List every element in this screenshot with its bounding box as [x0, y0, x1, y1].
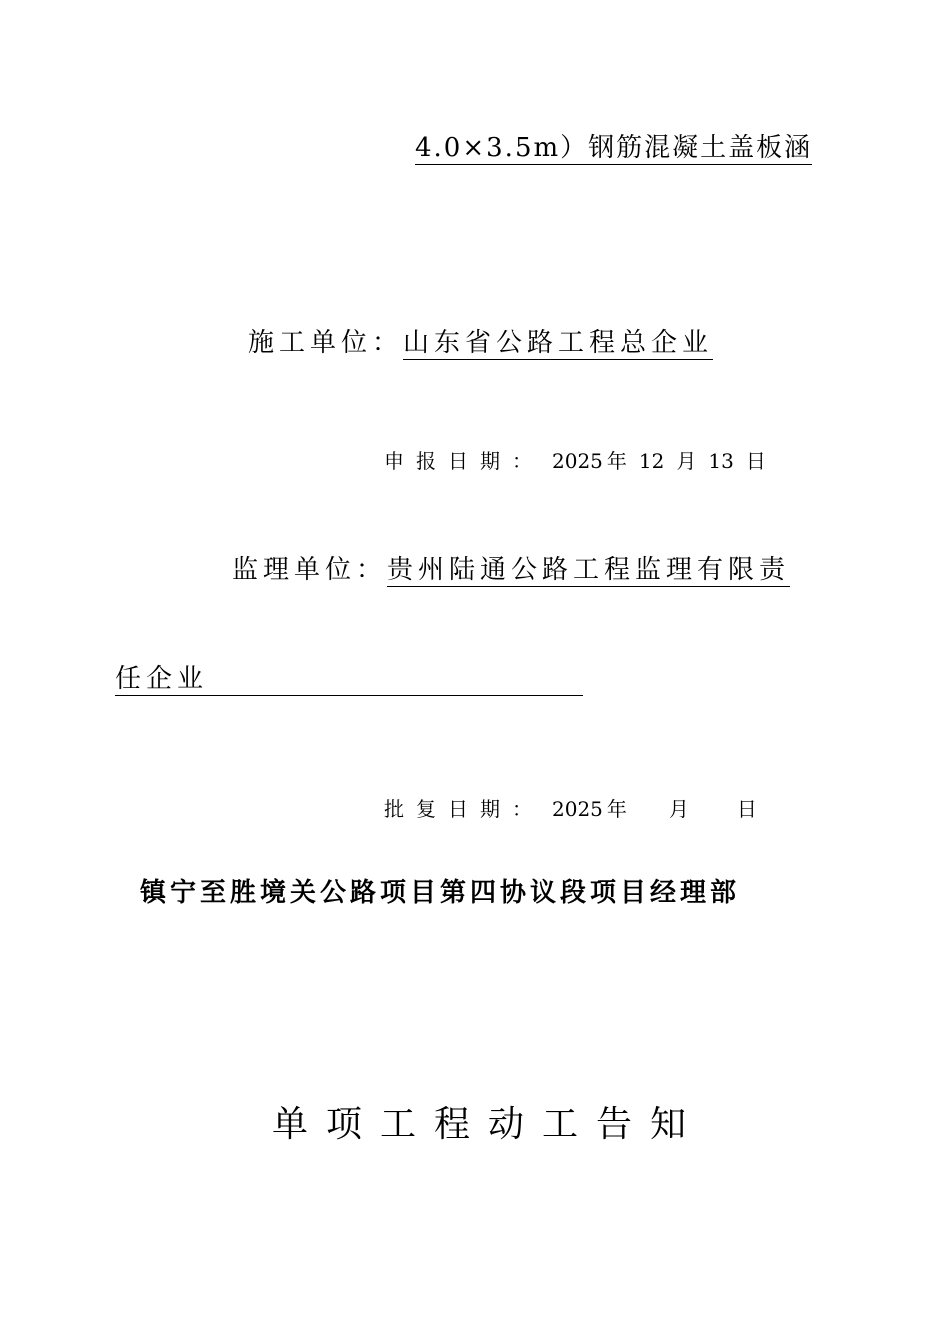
department-name: 镇宁至胜境关公路项目第四协议段项目经理部 [140, 878, 741, 908]
report-date-month: 12 [638, 449, 665, 473]
approve-date-label: 批复日期： [384, 797, 544, 821]
report-date-label: 申报日期： [384, 449, 544, 473]
supervisor-line [232, 557, 790, 587]
contractor-line [248, 330, 713, 360]
report-date-line [384, 451, 766, 471]
report-date-day-unit: 日 [745, 449, 766, 473]
approve-date-line [384, 799, 757, 819]
report-date-year: 2025 [552, 449, 603, 473]
supervisor-label: 监理单位： [232, 555, 388, 585]
approve-date-day-unit: 日 [736, 797, 757, 821]
project-name: 4.0×3.5m）钢筋混凝土盖板涵 [415, 133, 813, 163]
approve-date-year: 2025 [552, 797, 603, 821]
supervisor-line-continued [115, 666, 583, 696]
contractor-value: 山东省公路工程总企业 [403, 328, 714, 358]
report-date-day: 13 [708, 449, 734, 473]
document-title: 单项工程动工告知 [272, 1104, 705, 1145]
project-line [415, 135, 812, 165]
report-date-year-unit: 年 [606, 449, 627, 473]
report-date-month-unit: 月 [676, 449, 697, 473]
supervisor-value: 贵州陆通公路工程监理有限责 [387, 555, 791, 585]
approve-date-year-unit: 年 [606, 797, 627, 821]
supervisor-value-continued: 任企业 [115, 666, 583, 696]
approve-date-month-unit: 月 [668, 797, 689, 821]
contractor-label: 施工单位： [248, 328, 404, 358]
